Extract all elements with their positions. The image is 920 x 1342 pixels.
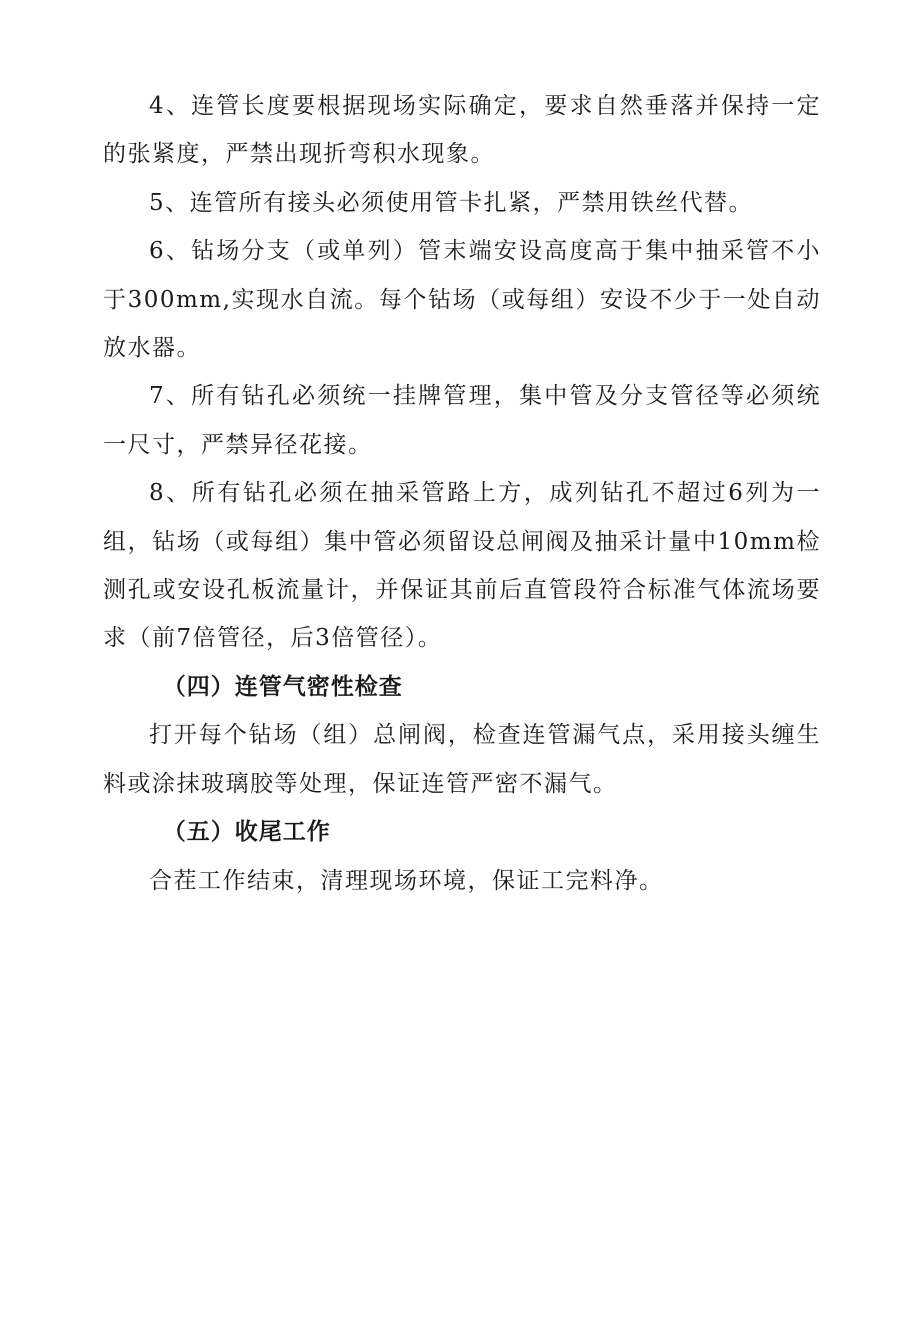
section-heading-airtightness: （四）连管气密性检查 [162, 673, 403, 700]
paragraph-item-7: 7、所有钻孔必须统一挂牌管理，集中管及分支管径等必须统一尺寸，严禁异径花接。 [103, 383, 821, 458]
paragraph-item-6: 6、钻场分支（或单列）管末端安设高度高于集中抽采管不小于300mm,实现水自流。每个钻场（或每组）安设不少于一处自动放水器。 [103, 238, 821, 362]
section-body-airtightness: 打开每个钻场（组）总闸阀，检查连管漏气点，采用接头缠生料或涂抹玻璃胶等处理，保证连管严密不漏气。 [103, 722, 821, 797]
paragraph-item-5: 5、连管所有接头必须使用管卡扎紧，严禁用铁丝代替。 [149, 189, 754, 216]
document-body [103, 82, 821, 905]
section-body-finishing: 合茬工作结束，清理现场环境，保证工完料净。 [149, 867, 664, 894]
section-heading-finishing: （五）收尾工作 [162, 819, 331, 846]
paragraph-item-4: 4、连管长度要根据现场实际确定，要求自然垂落并保持一定的张紧度，严禁出现折弯积水现象。 [103, 93, 821, 168]
paragraph-item-8: 8、所有钻孔必须在抽采管路上方，成列钻孔不超过6列为一组，钻场（或每组）集中管必须留设总闸阀及抽采计量中10mm检测孔或安设孔板流量计，并保证其前后直管段符合标准气体流场要求（前7倍管径，后3倍管径）。 [103, 480, 821, 652]
